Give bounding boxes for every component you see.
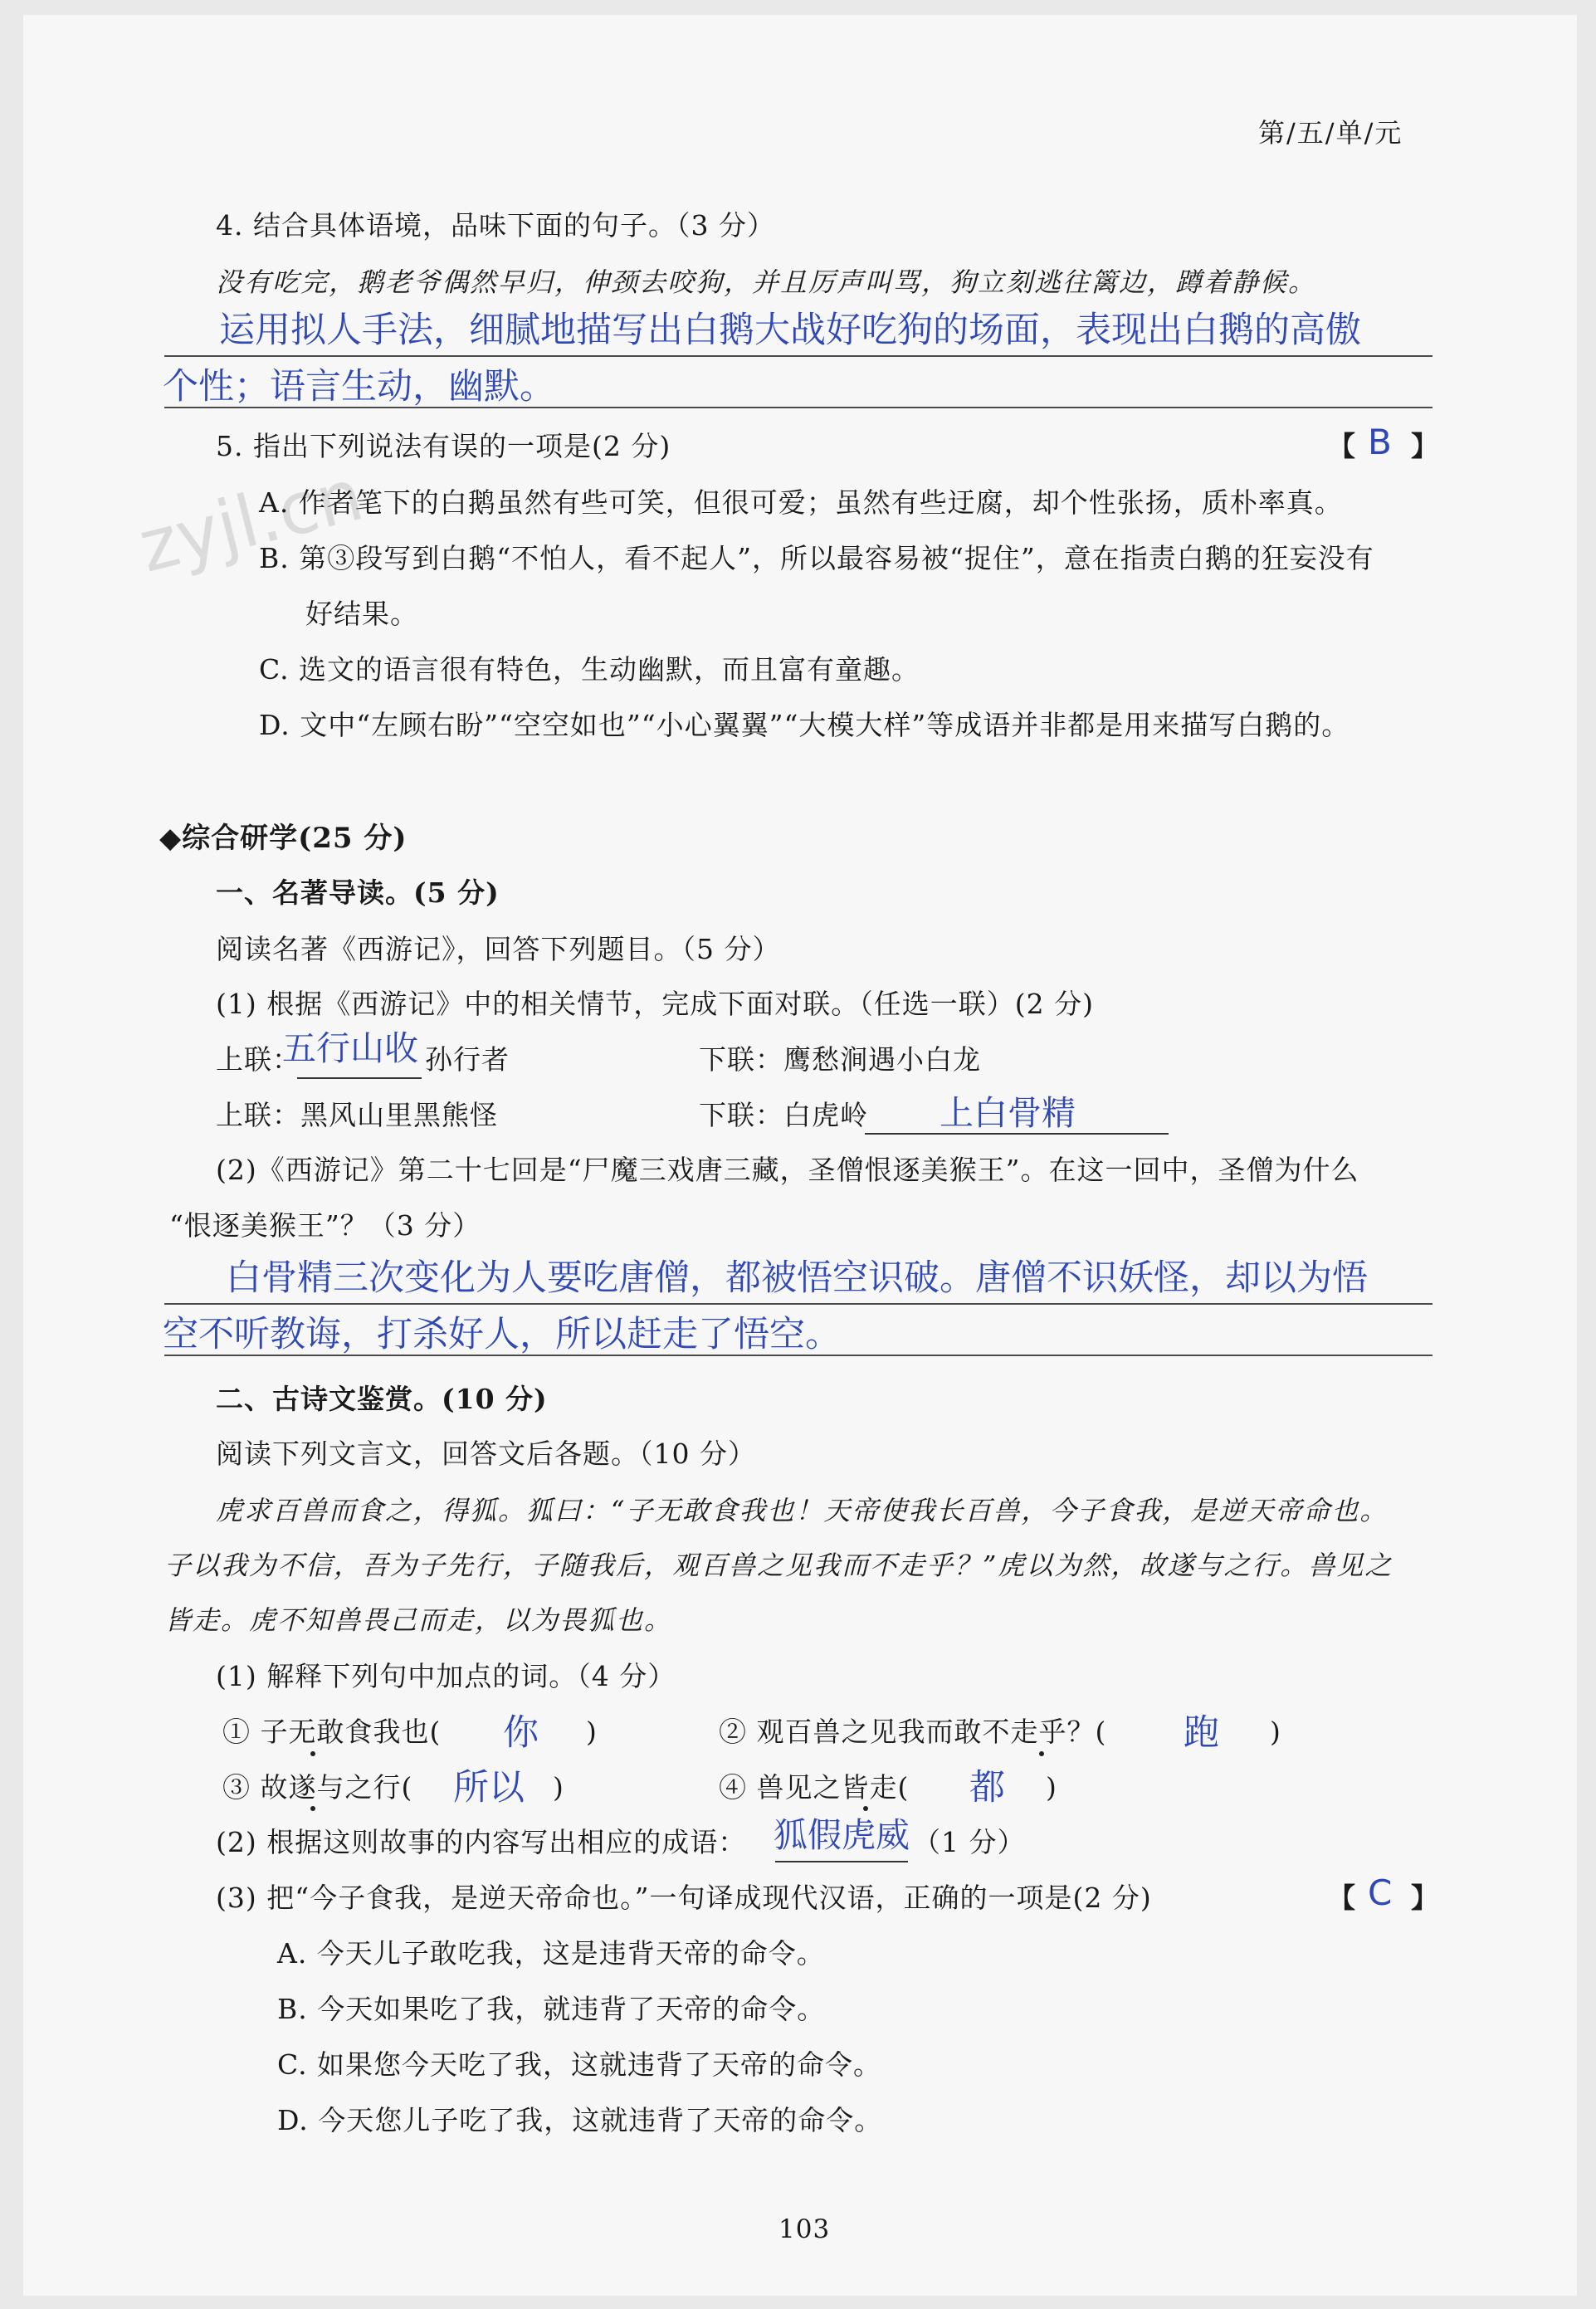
worksheet-page: [23, 15, 1577, 2296]
answer-line: [164, 1303, 1432, 1305]
q5-option-c: C. 选文的语言很有特色，生动幽默，而且富有童趣。: [259, 653, 920, 686]
answer-line: [164, 407, 1432, 408]
q5-answer: B: [1368, 422, 1392, 462]
q5-stem: 5. 指出下列说法有误的一项是(2 分): [216, 430, 671, 462]
word4-close: ): [1046, 1771, 1057, 1804]
part2-title: 二、古诗文鉴赏。(10 分): [216, 1383, 548, 1415]
part2-intro: 阅读下列文言文，回答文后各题。（10 分）: [216, 1438, 756, 1470]
q5-option-b-line2: 好结果。: [305, 598, 418, 630]
translation-option-b: B. 今天如果吃了我，就违背了天帝的命令。: [277, 1993, 826, 2025]
part1-q2-answer-line2: 空不听教诲，打杀好人，所以赶走了悟空。: [163, 1314, 841, 1355]
part1-q2-answer-line1: 白骨精三次变化为人要吃唐僧，都被悟空识破。唐僧不识妖怪，却以为悟: [226, 1257, 1368, 1299]
couplet1-left-suffix: 孙行者: [425, 1043, 510, 1076]
emphasis-dot: [310, 1751, 315, 1756]
q4-stem: 4. 结合具体语境，品味下面的句子。（3 分）: [216, 209, 775, 242]
q5-option-a: A. 作者笔下的白鹅虽然有些可笑，但很可爱；虽然有些迂腐，却个性张扬，质朴率真。: [259, 486, 1343, 519]
section-title: ◆综合研学(25 分): [159, 822, 408, 855]
word3-answer: 所以: [453, 1767, 525, 1809]
passage-line3: 皆走。虎不知兽畏己而走，以为畏狐也。: [164, 1604, 673, 1636]
fill-blank-line: [865, 1133, 1169, 1135]
word1-answer: 你: [503, 1712, 539, 1754]
couplet2-right-answer: 上白骨精: [940, 1093, 1076, 1133]
part1-q1: (1) 根据《西游记》中的相关情节，完成下面对联。（任选一联）(2 分): [216, 988, 1094, 1020]
word4-sentence: ④ 兽见之皆走(: [719, 1771, 910, 1804]
part2-q2-prefix: (2) 根据这则故事的内容写出相应的成语：: [216, 1826, 747, 1858]
q5-option-b-line1: B. 第③段写到白鹅“不怕人，看不起人”，所以最容易被“捉住”，意在指责白鹅的狂妄没有: [259, 542, 1374, 574]
part1-title: 一、名著导读。(5 分): [216, 876, 500, 909]
part2-q3-answer: C: [1368, 1872, 1393, 1913]
word4-answer: 都: [969, 1767, 1005, 1809]
watermark: zyjl.cn: [130, 453, 371, 589]
q4-quote: 没有吃完，鹅老爷偶然早归，伸颈去咬狗，并且厉声叫骂，狗立刻逃往篱边，蹲着静候。: [216, 266, 1317, 298]
page-number: 103: [778, 2214, 831, 2244]
answer-line: [164, 1355, 1432, 1356]
emphasis-dot: [310, 1806, 315, 1811]
unit-header: 第/五/单/元: [1258, 117, 1403, 149]
part1-intro: 阅读名著《西游记》，回答下列题目。（5 分）: [216, 933, 781, 965]
part2-q2-suffix: （1 分）: [913, 1826, 1026, 1858]
couplet2-right-prefix: 下联：白虎岭: [699, 1099, 868, 1131]
q4-answer-line2: 个性；语言生动，幽默。: [163, 366, 555, 408]
word3-sentence: ③ 故遂与之行(: [222, 1771, 413, 1804]
word2-close: ): [1270, 1716, 1281, 1748]
translation-option-c: C. 如果您今天吃了我，这就违背了天帝的命令。: [277, 2048, 882, 2081]
part2-q3-bracket-right: 】: [1411, 1882, 1439, 1914]
couplet1-left-prefix: 上联：: [216, 1043, 300, 1076]
translation-option-d: D. 今天您儿子吃了我，这就违背了天帝的命令。: [277, 2104, 883, 2136]
emphasis-dot: [1039, 1751, 1044, 1756]
part2-q3: (3) 把“今子食我，是逆天帝命也。”一句译成现代汉语，正确的一项是(2 分): [216, 1882, 1152, 1914]
couplet2-left: 上联：黑风山里黑熊怪: [216, 1099, 498, 1131]
q5-option-d: D. 文中“左顾右盼”“空空如也”“小心翼翼”“大模大样”等成语并非都是用来描写白鹅的。: [259, 709, 1350, 741]
part1-q2-line2: “恨逐美猴王”？（3 分）: [169, 1209, 481, 1242]
fill-blank-line: [297, 1077, 422, 1079]
translation-option-a: A. 今天儿子敢吃我，这是违背天帝的命令。: [277, 1937, 825, 1970]
passage-line2: 子以我为不信，吾为子先行，子随我后，观百兽之见我而不走乎？”虎以为然，故遂与之行。兽见之: [164, 1550, 1393, 1581]
fill-blank-line: [775, 1861, 908, 1862]
part2-q2-answer: 狐假虎威: [774, 1815, 910, 1855]
couplet1-left-answer: 五行山收: [282, 1028, 418, 1068]
answer-line: [164, 355, 1432, 357]
couplet1-right: 下联：鹰愁涧遇小白龙: [699, 1043, 981, 1076]
word2-answer: 跑: [1184, 1712, 1219, 1754]
part1-q2-line1: (2)《西游记》第二十七回是“尸魔三戏唐三藏，圣僧恨逐美猴王”。在这一回中，圣僧为什么: [216, 1154, 1359, 1186]
word2-sentence: ② 观百兽之见我而敢不走乎？(: [719, 1716, 1107, 1748]
q5-bracket-left: 【: [1328, 430, 1356, 462]
word1-sentence: ① 子无敢食我也(: [222, 1716, 442, 1748]
passage-line1: 虎求百兽而食之，得狐。狐曰：“子无敢食我也！天帝使我长百兽，今子食我，是逆天帝命也。: [216, 1495, 1389, 1526]
word1-close: ): [586, 1716, 598, 1748]
q4-answer-line1: 运用拟人手法，细腻地描写出白鹅大战好吃狗的场面，表现出白鹅的高傲: [219, 310, 1361, 351]
q5-bracket-right: 】: [1411, 430, 1439, 462]
part2-q1: (1) 解释下列句中加点的词。（4 分）: [216, 1660, 676, 1692]
part2-q3-bracket-left: 【: [1328, 1882, 1356, 1914]
word3-close: ): [553, 1771, 564, 1804]
